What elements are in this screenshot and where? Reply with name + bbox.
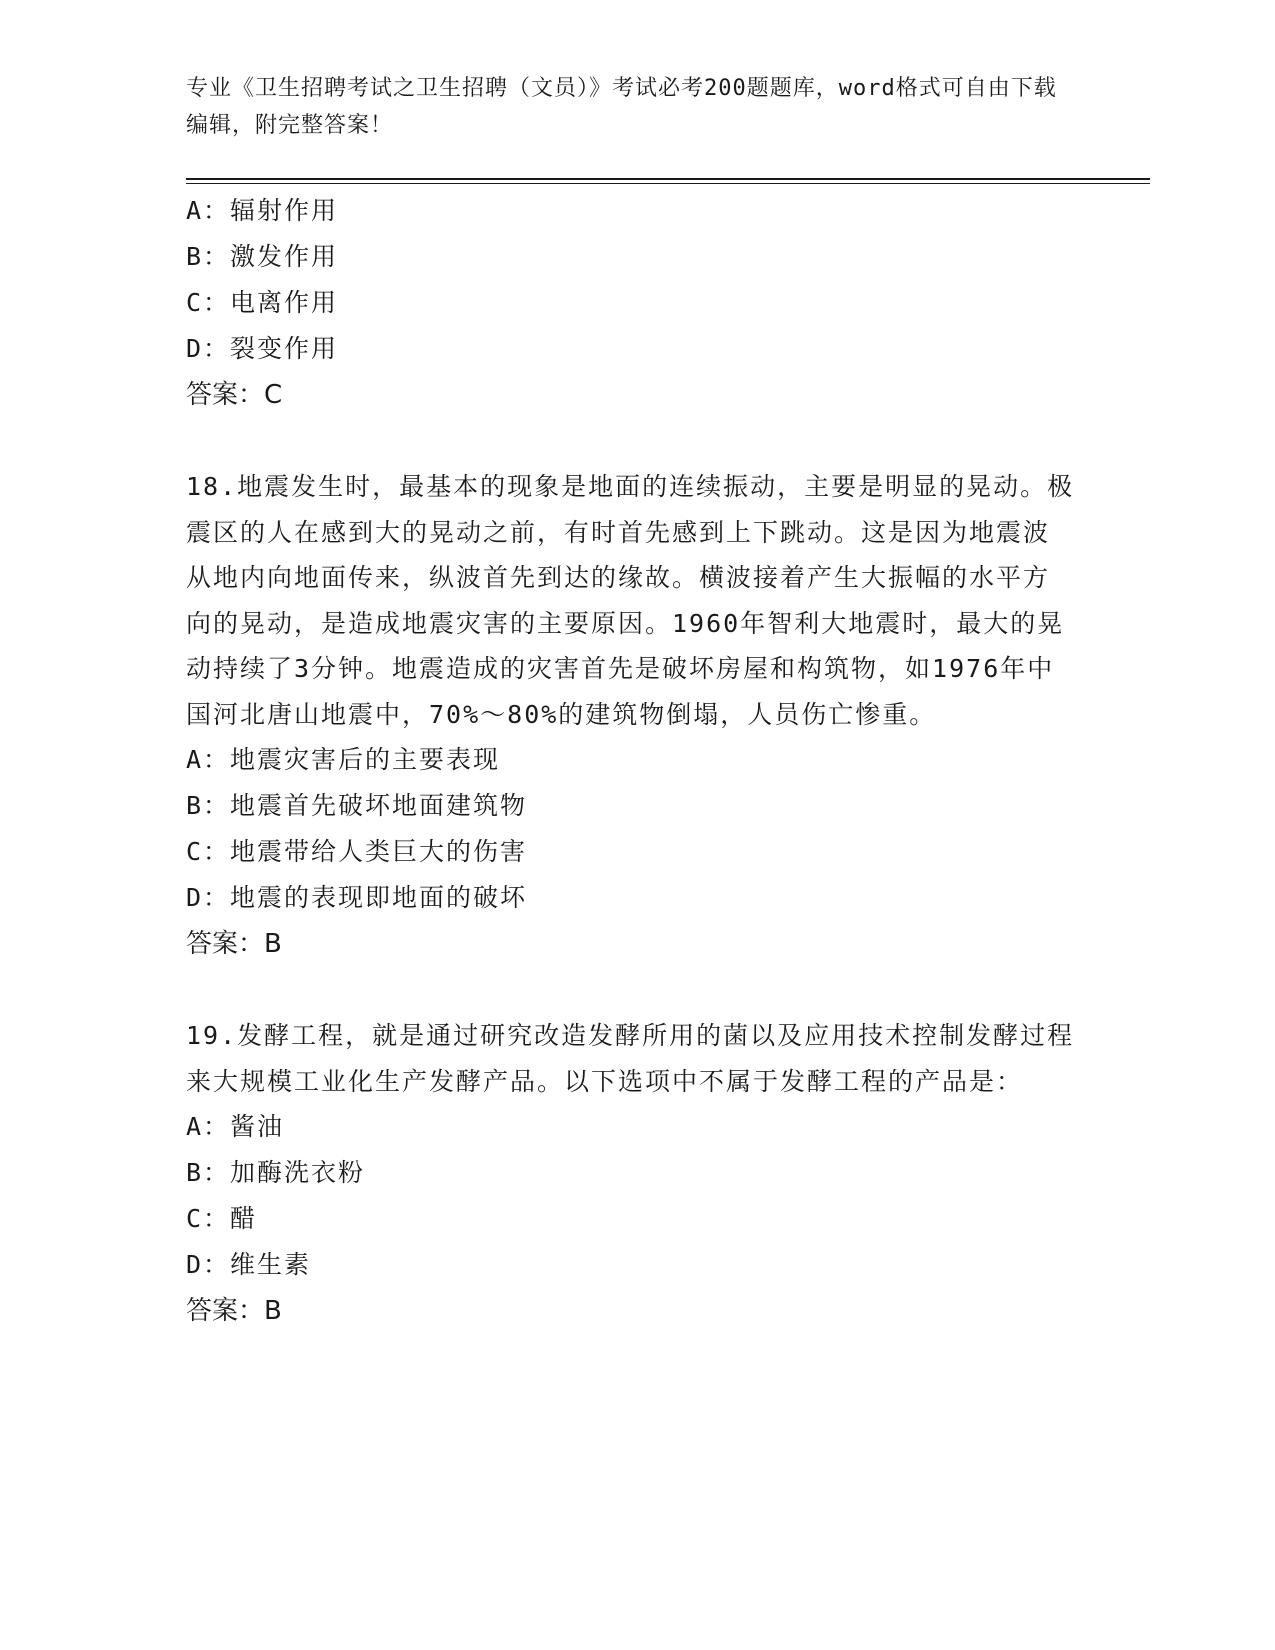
answer: 答案：C [186,380,283,410]
spacer [186,967,1086,1013]
question-19 [186,1013,1086,1334]
question-stem: 19.发酵工程，就是通过研究改造发酵所用的菌以及应用技术控制发酵过程来大规模工业化生产发酵产品。以下选项中不属于发酵工程的产品是： [186,1021,1075,1096]
answer: 答案：B [186,929,282,959]
header-rule-thick [186,178,1150,180]
question-content [186,188,1086,1334]
question-17 [186,188,1086,418]
option-a: A：辐射作用 [186,196,339,225]
option-b: B：激发作用 [186,242,339,271]
option-c: C：醋 [186,1204,258,1233]
option-b: B：地震首先破坏地面建筑物 [186,791,528,820]
option-d: D：裂变作用 [186,334,339,363]
answer: 答案：B [186,1296,282,1326]
option-a: A：地震灾害后的主要表现 [186,745,501,774]
option-c: C：电离作用 [186,288,339,317]
option-c: C：地震带给人类巨大的伤害 [186,837,528,866]
option-d: D：地震的表现即地面的破坏 [186,883,528,912]
page-header: 专业《卫生招聘考试之卫生招聘（文员）》考试必考200题题库，word格式可自由下载编辑，附完整答案！ [186,76,1057,138]
question-stem: 18.地震发生时，最基本的现象是地面的连续振动，主要是明显的晃动。极震区的人在感到大的晃动之前，有时首先感到上下跳动。这是因为地震波从地内向地面传来，纵波首先到达的缘故。横波接着产生大振幅的水平方向的晃动，是造成地震灾害的主要原因。1960年智利大地震时，最大的晃动持续了3分钟。地震造成的灾害首先是破坏房屋和构筑物，如1976年中国河北唐山地震中，70%～80%的建筑物倒塌，人员伤亡惨重。 [186,472,1075,729]
option-d: D：维生素 [186,1250,312,1279]
question-18 [186,464,1086,967]
option-b: B：加酶洗衣粉 [186,1158,366,1187]
header-rule-thin [186,183,1150,184]
option-a: A：酱油 [186,1112,285,1141]
spacer [186,418,1086,464]
